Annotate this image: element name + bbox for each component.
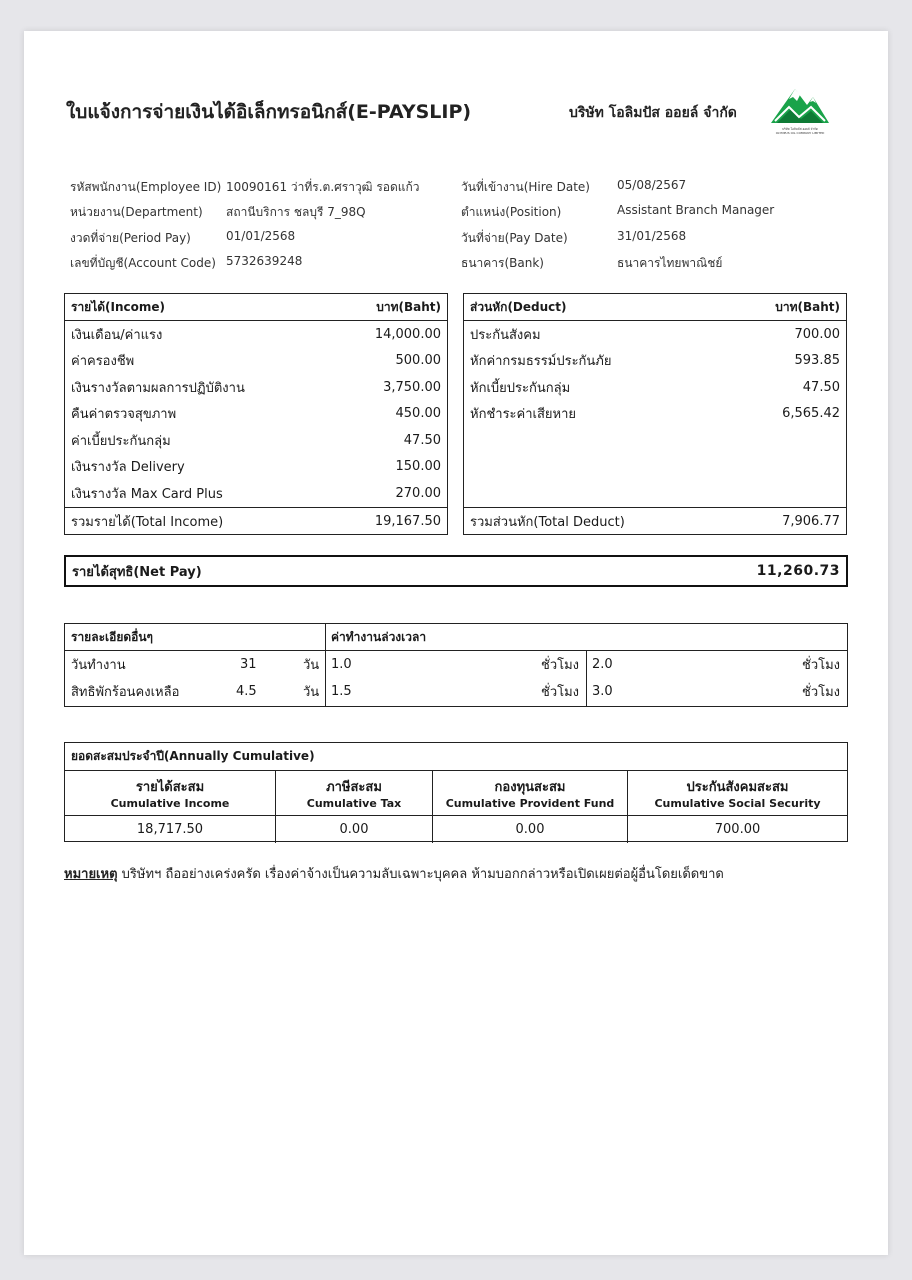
cumulative-table [64,742,848,842]
income-row [65,348,447,375]
divider [325,624,326,706]
pay-date-label: วันที่จ่าย(Pay Date) [461,231,568,245]
income-row-label: เงินรางวัล Delivery [71,460,185,476]
footnote-text: บริษัทฯ ถืออย่างเคร่งครัด เรื่องค่าจ้างเป็นความลับเฉพาะบุคคล ห้ามบอกกล่าวหรือเปิดเผยต่อผู้อื่นโดยเด็ดขาด [121,867,724,882]
income-row-label: เงินรางวัล Max Card Plus [71,486,223,502]
ot-unit-1: ชั่วโมง [541,658,580,673]
workdays-unit: วัน [303,658,320,673]
position-value: Assistant Branch Manager [617,203,775,217]
deduct-row [464,374,846,401]
divider [586,651,587,706]
vacation-unit: วัน [303,685,320,700]
ot-unit-2: ชั่วโมง [802,658,841,673]
account-value: 5732639248 [226,254,303,268]
workdays-value: 31 [240,657,257,672]
deduct-row-label: หักค่ากรมธรรม์ประกันภัย [470,354,612,370]
income-row-amount: 450.00 [395,406,441,422]
other-details-table [64,623,848,707]
income-row [65,454,447,481]
footnote-label: หมายเหตุ [64,867,118,882]
hire-date-label: วันที่เข้างาน(Hire Date) [461,180,590,194]
employee-id-value: 10090161 ว่าที่ร.ต.ศราวุฒิ รอดแก้ว [226,180,420,194]
mountain-logo-icon [767,81,833,127]
deduct-row [464,321,846,348]
bank-value: ธนาคารไทยพาณิชย์ [617,256,723,270]
cumulative-col-header [276,771,433,815]
income-row [65,480,447,507]
cumulative-income-value: 18,717.50 [65,816,276,843]
income-row-amount: 14,000.00 [374,326,441,342]
ot-hours-2: 2.0 [592,657,613,672]
department-label: หน่วยงาน(Department) [70,205,203,219]
logo-caption-th: บริษัท โอลิมปัส ออยล์ จำกัด [782,127,818,131]
deduct-table [463,293,847,535]
income-row-amount: 3,750.00 [383,379,441,395]
cumulative-col-en: Cumulative Provident Fund [445,797,615,810]
income-total-amount: 19,167.50 [374,513,441,529]
divider [65,650,847,651]
cumulative-col-th: ประกันสังคมสะสม [686,780,789,795]
deduct-total [464,507,846,534]
ot-hours-4: 3.0 [592,684,613,699]
cumulative-col-header [433,771,628,815]
footnote [64,863,724,884]
cumulative-tax-value: 0.00 [276,816,433,843]
other-header-left: รายละเอียดอื่นๆ [71,629,154,644]
pay-date-value: 31/01/2568 [617,229,687,243]
deduct-row-amount: 47.50 [802,379,840,395]
net-pay-bar [64,555,848,587]
deduct-header-label: ส่วนหัก(Deduct) [470,299,567,314]
ot-unit-4: ชั่วโมง [802,685,841,700]
income-row [65,374,447,401]
income-header-label: รายได้(Income) [71,299,166,314]
net-pay-label: รายได้สุทธิ(Net Pay) [72,564,202,580]
hire-date-value: 05/08/2567 [617,178,687,192]
income-row [65,427,447,454]
account-label: เลขที่บัญชี(Account Code) [70,256,216,270]
deduct-row-amount: 593.85 [794,353,840,369]
ot-hours-3: 1.5 [331,684,352,699]
income-row-label: ค่าเบี้ยประกันกลุ่ม [71,433,171,449]
income-total [65,507,447,534]
logo-caption-en: OLYMPUS OIL COMPANY LIMITED [775,131,825,135]
page-title: ใบแจ้งการจ่ายเงินได้อิเล็กทรอนิกส์(E-PAYSLIP) [66,101,472,123]
deduct-row-label: หักชำระค่าเสียหาย [470,407,577,423]
cumulative-col-th: กองทุนสะสม [494,780,566,795]
position-label: ตำแหน่ง(Position) [461,205,562,219]
cumulative-social-security-value: 700.00 [714,822,761,837]
deduct-total-amount: 7,906.77 [782,513,840,529]
income-row-label: เงินรางวัลตามผลการปฏิบัติงาน [71,380,245,396]
cumulative-value-row [65,816,847,843]
workdays-label: วันทำงาน [71,658,126,673]
income-row-label: เงินเดือน/ค่าแรง [71,327,163,343]
cumulative-fund-value: 0.00 [433,816,628,843]
payslip-paper [24,31,888,1255]
cumulative-col-en: Cumulative Income [110,797,230,810]
cumulative-header-row [65,771,847,816]
income-table [64,293,448,535]
income-header-unit: บาท(Baht) [376,299,441,314]
net-pay-amount: 11,260.73 [756,563,840,579]
period-label: งวดที่จ่าย(Period Pay) [70,231,191,245]
deduct-row [464,348,846,375]
income-row-amount: 500.00 [395,353,441,369]
cumulative-title: ยอดสะสมประจำปี(Annually Cumulative) [65,743,847,771]
cumulative-col-th: ภาษีสะสม [326,780,382,795]
cumulative-col-en: Cumulative Tax [306,797,402,810]
deduct-row-label: ประกันสังคม [470,327,541,343]
overtime-header: ค่าทำงานล่วงเวลา [331,629,427,644]
deduct-header [464,294,846,321]
deduct-row-amount: 700.00 [794,326,840,342]
income-header [65,294,447,321]
deduct-total-label: รวมส่วนหัก(Total Deduct) [470,514,625,530]
ot-unit-3: ชั่วโมง [541,685,580,700]
income-row [65,401,447,428]
cumulative-col-header [628,771,847,815]
income-row-amount: 47.50 [403,432,441,448]
company-name: บริษัท โอลิมปัส ออยล์ จำกัด [569,105,737,121]
deduct-row [464,401,846,428]
income-row [65,321,447,348]
deduct-row-amount: 6,565.42 [782,406,840,422]
period-value: 01/01/2568 [226,229,296,243]
department-value: สถานีบริการ ชลบุรี 7_98Q [226,205,366,219]
income-row-amount: 270.00 [395,485,441,501]
cumulative-col-th: รายได้สะสม [135,780,205,795]
deduct-header-unit: บาท(Baht) [775,299,840,314]
deduct-row-label: หักเบี้ยประกันกลุ่ม [470,380,571,396]
cumulative-col-header [65,771,276,815]
company-logo [767,81,833,143]
employee-id-label: รหัสพนักงาน(Employee ID) [70,180,222,194]
income-total-label: รวมรายได้(Total Income) [71,514,224,530]
income-row-amount: 150.00 [395,459,441,475]
income-row-label: คืนค่าตรวจสุขภาพ [71,407,177,423]
vacation-value: 4.5 [236,684,257,699]
cumulative-col-en: Cumulative Social Security [654,797,821,810]
income-row-label: ค่าครองชีพ [71,354,135,370]
bank-label: ธนาคาร(Bank) [461,256,544,270]
ot-hours-1: 1.0 [331,657,352,672]
vacation-label: สิทธิพักร้อนคงเหลือ [71,685,180,700]
